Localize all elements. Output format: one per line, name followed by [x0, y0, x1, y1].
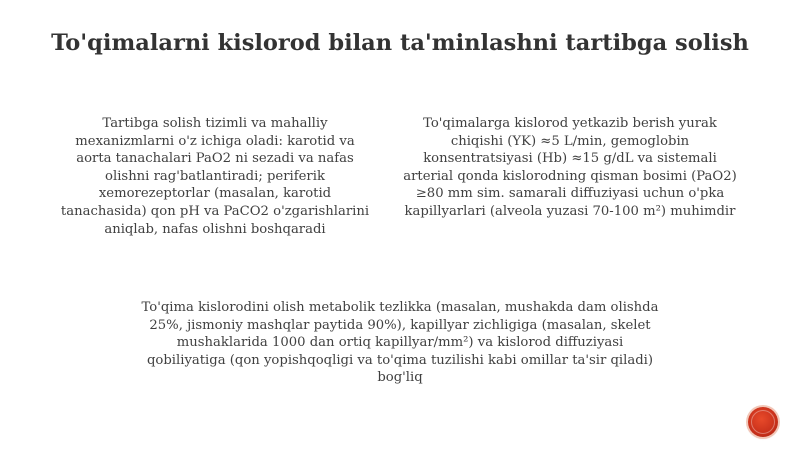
- paragraph-regulation: Tartibga solish tizimli va mahalliy mexanizmlarni o'z ichiga oladi: karotid va aorta tanachalari PaO2 ni sezadi va nafas olishni rag'batlantiradi; periferik xemorezeptorlar (masalan, karotid tanachasida) qon pH va PaCO2 o'zgarishlarini aniqlab, nafas olishni boshqaradi: [60, 116, 370, 237]
- next-slide-button[interactable]: [748, 407, 778, 437]
- slide-title: To'qimalarni kislorod bilan ta'minlashni tartibga solish: [51, 30, 749, 56]
- paragraph-oxygen-extraction: To'qima kislorodini olish metabolik tezlikka (masalan, mushakda dam olishda 25%, jismoniy mashqlar paytida 90%), kapillyar zichligiga (masalan, skelet mushaklarida 1000 dan ortiq kapillyar/mm²) va kislorod diffuziyasi qobiliyatiga (qon yopishqoqligi va to'qima tuzilishi kabi omillar ta'sir qiladi) bog'liq: [141, 300, 659, 386]
- circle-nav-icon: [751, 410, 775, 434]
- paragraph-oxygen-delivery: To'qimalarga kislorod yetkazib berish yurak chiqishi (YK) ≈5 L/min, gemoglobin konsentratsiyasi (Hb) ≈15 g/dL va sistemali arterial qonda kislorodning qisman bosimi (PaO2) ≥80 mm sim. samarali diffuziyasi uchun o'pka kapillyarlari (alveola yuzasi 70-100 m²) muhimdir: [403, 116, 737, 219]
